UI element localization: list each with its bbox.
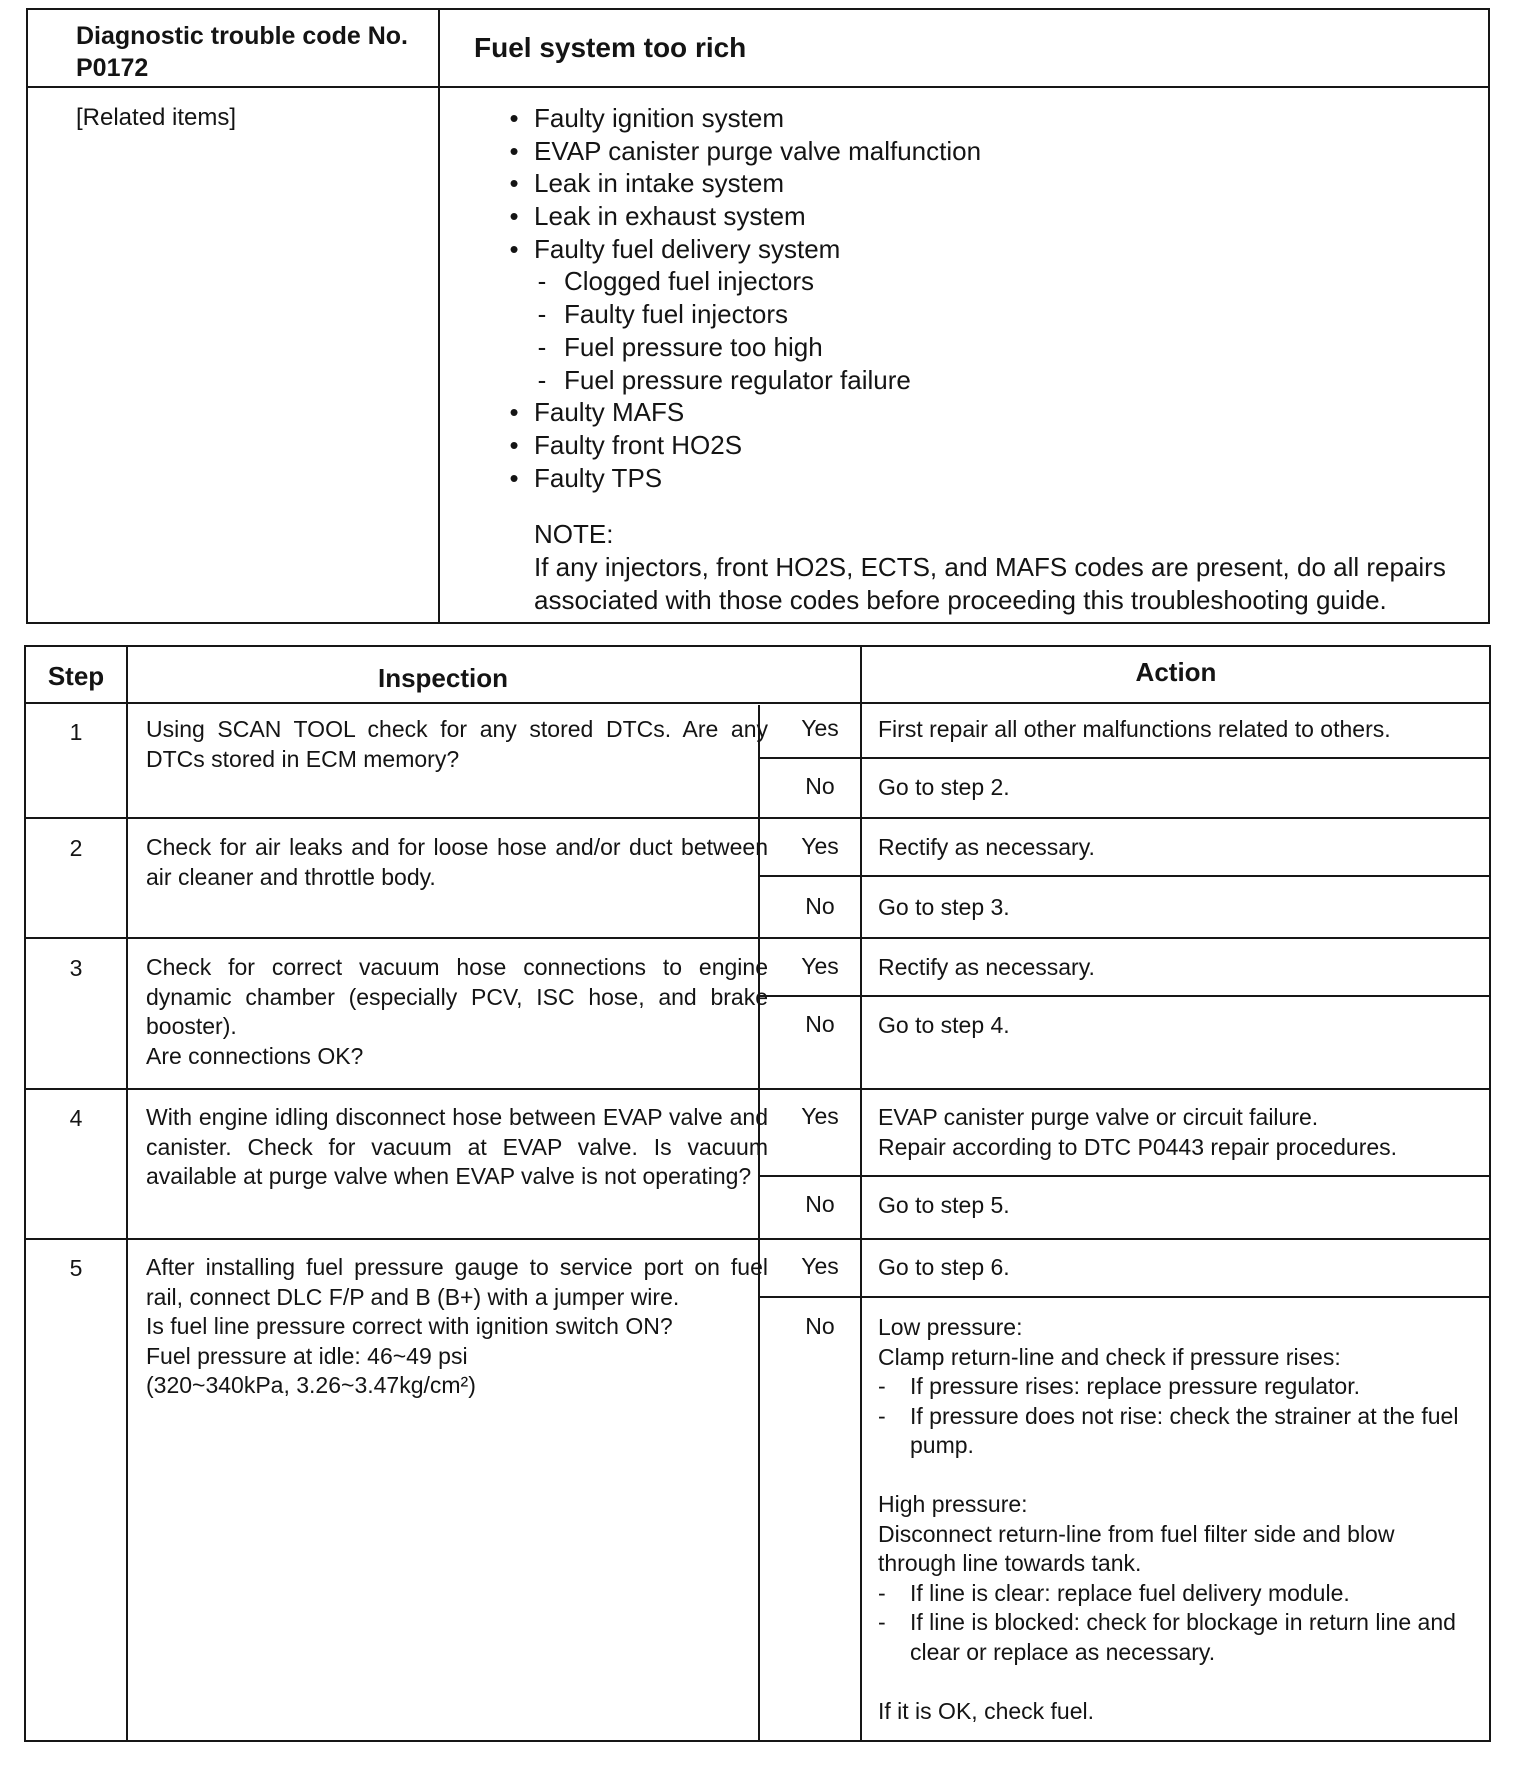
dtc-header-table [26, 8, 1490, 624]
row-divider [26, 817, 1489, 819]
column-header-inspection: Inspection [377, 663, 508, 693]
list-item [878, 1608, 1474, 1667]
list-item-text: Faulty TPS [534, 462, 663, 493]
list-item-text: Faulty MAFS [534, 397, 685, 428]
list-item [878, 1402, 1474, 1461]
list-item-text: Faulty fuel injectors [564, 299, 788, 330]
inspection-text: Check for correct vacuum hose connections to engine dynamic chamber (especially PCV, ISC hose, and brake booster). [146, 954, 768, 1039]
list-item [474, 462, 981, 495]
row-divider [26, 1238, 1489, 1240]
no-label: No [805, 773, 835, 799]
related-items-label: [Related items] [76, 104, 237, 131]
note-text: If any injectors, front HO2S, ECTS, and MAFS codes are present, do all repairs associated with those codes before proceeding this troubleshooting guide. [534, 552, 1446, 615]
list-item-text: Faulty front HO2S [534, 429, 743, 460]
list-item [474, 429, 981, 462]
no-action: Go to step 3. [878, 894, 1010, 920]
list-item-text: Clogged fuel injectors [564, 266, 815, 297]
yes-action: Rectify as necessary. [878, 954, 1095, 980]
list-item-text: Fuel pressure too high [564, 331, 823, 362]
final-check-text: If it is OK, check fuel. [878, 1697, 1095, 1724]
dash-icon: - [878, 1373, 886, 1399]
dash-icon: - [537, 364, 547, 395]
note-title: NOTE: [534, 519, 614, 549]
no-action: Go to step 5. [878, 1192, 1010, 1218]
no-label: No [805, 1313, 835, 1339]
inspection-cell [146, 953, 768, 1071]
yes-label: Yes [801, 1103, 839, 1129]
dash-icon: - [878, 1402, 886, 1429]
sub-list-item [474, 331, 981, 364]
row-divider [26, 702, 1489, 704]
dash-icon: - [537, 299, 547, 330]
sub-list-item [474, 265, 981, 298]
bullet-icon: • [509, 397, 519, 428]
yes-label: Yes [801, 833, 839, 859]
inspection-cell [146, 1253, 768, 1401]
list-item [878, 1579, 1474, 1609]
step-number: 1 [69, 719, 83, 745]
sub-list-item [474, 364, 981, 397]
step-number: 3 [69, 955, 83, 981]
step-number: 4 [69, 1105, 83, 1131]
list-item-text: If line is clear: replace fuel delivery module. [910, 1579, 1350, 1606]
yes-action: Rectify as necessary. [878, 834, 1095, 860]
bullet-icon: • [509, 233, 519, 264]
list-item-text: Leak in exhaust system [534, 201, 806, 232]
sub-list-item [474, 298, 981, 331]
row-divider [26, 1088, 1489, 1090]
yes-action: First repair all other malfunctions related to others. [878, 716, 1391, 742]
column-header-action: Action [1135, 657, 1217, 687]
no-label: No [805, 1191, 835, 1217]
no-label: No [805, 1011, 835, 1037]
yes-label: Yes [801, 953, 839, 979]
list-item-text: Leak in intake system [534, 168, 785, 199]
step-number: 2 [69, 835, 83, 861]
yes-no-divider [758, 757, 1489, 759]
dash-icon: - [878, 1609, 886, 1635]
inspection-spec-units: (320~340kPa, 3.26~3.47kg/cm²) [146, 1372, 476, 1398]
dash-icon: - [537, 331, 547, 362]
bullet-icon: • [509, 462, 519, 493]
bullet-icon: • [509, 201, 519, 232]
list-item-text: If line is blocked: check for blockage in return line and clear or replace as necessary. [910, 1609, 1456, 1665]
yes-action-cell [878, 1103, 1474, 1162]
yes-no-divider [758, 1296, 1489, 1298]
inspection-text: Using SCAN TOOL check for any stored DTCs. Are any DTCs stored in ECM memory? [146, 716, 768, 772]
dash-icon: - [537, 266, 547, 297]
yes-no-divider [758, 1175, 1489, 1177]
inspection-text: With engine idling disconnect hose between EVAP valve and canister. Check for vacuum at EVAP valve. Is vacuum available at purge valve when EVAP valve is not operating? [146, 1104, 768, 1189]
bullet-icon: • [509, 168, 519, 199]
high-pressure-text: Disconnect return-line from fuel filter side and blow through line towards tank. [878, 1520, 1395, 1576]
list-item-text: If pressure does not rise: check the strainer at the fuel pump. [910, 1402, 1459, 1458]
list-item-text: Faulty fuel delivery system [534, 233, 841, 264]
list-item [474, 167, 981, 200]
list-item-text: Faulty ignition system [534, 103, 784, 133]
no-action: Go to step 4. [878, 1012, 1010, 1038]
step-number: 5 [69, 1255, 83, 1281]
list-item-text: If pressure rises: replace pressure regulator. [910, 1373, 1360, 1399]
yes-no-divider [758, 875, 1489, 877]
list-item-text: EVAP canister purge valve malfunction [534, 135, 982, 166]
column-divider [126, 647, 128, 1740]
no-action-cell [878, 1313, 1474, 1726]
troubleshooting-table [24, 645, 1491, 1742]
list-item [878, 1372, 1474, 1402]
yes-action-detail: Repair according to DTC P0443 repair procedures. [878, 1133, 1398, 1160]
note-block [534, 518, 1504, 617]
row-divider [28, 86, 1488, 88]
spacer [878, 1461, 1474, 1491]
inspection-question: Is fuel line pressure correct with ignition switch ON? [146, 1313, 673, 1339]
yes-action: Go to step 6. [878, 1254, 1010, 1280]
yes-action: EVAP canister purge valve or circuit failure. [878, 1104, 1319, 1130]
dtc-title: Fuel system too rich [474, 32, 747, 63]
list-item [474, 200, 981, 233]
column-divider [438, 10, 440, 622]
inspection-text: Check for air leaks and for loose hose and/or duct between air cleaner and throttle body. [146, 834, 768, 890]
low-pressure-title: Low pressure: [878, 1314, 1023, 1340]
related-items-list [474, 102, 981, 494]
row-divider [26, 937, 1489, 939]
low-pressure-text: Clamp return-line and check if pressure rises: [878, 1343, 1341, 1370]
no-action: Go to step 2. [878, 774, 1010, 800]
dtc-code-label: Diagnostic trouble code No. P0172 [76, 22, 408, 82]
dash-icon: - [878, 1579, 886, 1606]
inspection-question: Are connections OK? [146, 1042, 364, 1069]
yes-no-divider [758, 995, 1489, 997]
high-pressure-title: High pressure: [878, 1491, 1028, 1517]
no-label: No [805, 893, 835, 919]
bullet-icon: • [509, 429, 519, 460]
list-item [474, 135, 981, 168]
list-item [474, 233, 981, 266]
list-item [474, 396, 981, 429]
list-item [474, 102, 981, 135]
bullet-icon: • [509, 135, 519, 166]
yes-label: Yes [801, 715, 839, 741]
inspection-spec: Fuel pressure at idle: 46~49 psi [146, 1342, 468, 1369]
inspection-text: After installing fuel pressure gauge to service port on fuel rail, connect DLC F/P and B (B+) with a jumper wire. [146, 1254, 768, 1310]
spacer [878, 1667, 1474, 1697]
yes-label: Yes [801, 1253, 839, 1279]
list-item-text: Fuel pressure regulator failure [564, 364, 911, 395]
bullet-icon: • [509, 103, 519, 133]
column-header-step: Step [47, 661, 105, 691]
